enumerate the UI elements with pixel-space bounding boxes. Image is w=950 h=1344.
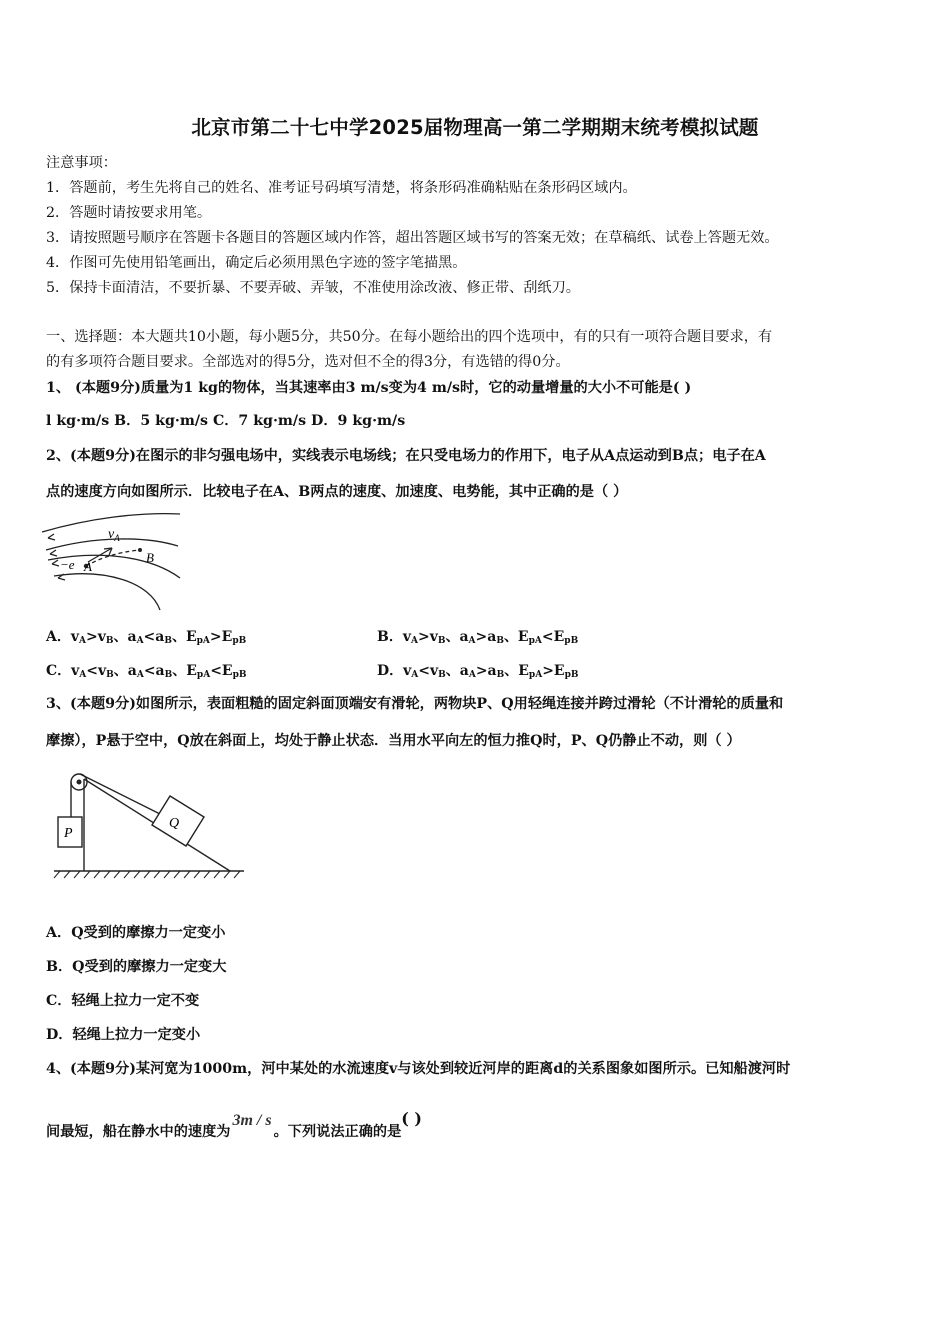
q2-option-a: A．$v_A>v_B$、$a_A<a_B$、$E_{pA}>E_{pB}$ bbox=[46, 629, 247, 646]
notice-heading: 注意事项： bbox=[46, 155, 117, 171]
q3-option-c: C．轻绳上拉力一定不变 bbox=[46, 993, 200, 1009]
answer-paren: ( ) bbox=[401, 1109, 422, 1128]
q2-option-c: C．$v_A<v_B$、$a_A<a_B$、$E_{pA}<E_{pB}$ bbox=[46, 663, 247, 680]
notice-item: 4．作图可先使用铅笔画出，确定后必须用黑色字迹的签字笔描黑。 bbox=[46, 255, 467, 271]
q2-option-d: D．$v_A<v_B$、$a_A>a_B$、$E_{pA}>E_{pB}$ bbox=[377, 663, 579, 680]
label-point-b: B bbox=[146, 550, 154, 565]
q3-stem-line1: 3、(本题9分)如图所示，表面粗糙的固定斜面顶端安有滑轮，两物块P、Q用轻绳连接并跨过滑轮（不计滑轮的质量和 bbox=[46, 696, 784, 712]
q3-option-b: B．Q受到的摩擦力一定变大 bbox=[46, 959, 227, 975]
q3-option-a: A．Q受到的摩擦力一定变小 bbox=[46, 925, 226, 941]
q2-stem-line1: 2、(本题9分)在图示的非匀强电场中，实线表示电场线；在只受电场力的作用下，电子从A点运动到B点；电子在A bbox=[46, 448, 766, 464]
label-q: Q bbox=[169, 816, 180, 831]
label-vA: $v_A$ bbox=[108, 527, 120, 543]
label-point-a: A bbox=[84, 559, 92, 574]
notice-item: 5．保持卡面清洁，不要折暴、不要弄破、弄皱，不准使用涂改液、修正带、刮纸刀。 bbox=[46, 280, 580, 296]
q1-options: l kg·m/s B．5 kg·m/s C．7 kg·m/s D．9 kg·m/s bbox=[46, 413, 406, 429]
q3-stem-line2: 摩擦），P悬于空中，Q放在斜面上，均处于静止状态．当用水平向左的恒力推Q时，P、Q仍静止不动，则（ ） bbox=[46, 733, 741, 749]
section-intro-line1: 一、选择题：本大题共10小题，每小题5分，共50分。在每小题给出的四个选项中，有的只有一项符合题目要求，有 bbox=[46, 329, 773, 345]
notice-item: 2．答题时请按要求用笔。 bbox=[46, 205, 212, 221]
notice-item: 1．答题前，考生先将自己的姓名、准考证号码填写清楚，将条形码准确粘贴在条形码区域内。 bbox=[46, 180, 637, 196]
notice-item: 3．请按照题号顺序在答题卡各题目的答题区域内作答，超出答题区域书写的答案无效；在草稿纸、试卷上答题无效。 bbox=[46, 230, 779, 246]
page-title: 北京市第二十七中学2025届物理高一第二学期期末统考模拟试题 bbox=[191, 116, 759, 139]
q3-option-d: D．轻绳上拉力一定变小 bbox=[46, 1027, 201, 1043]
label-p: P bbox=[64, 826, 73, 841]
q2-option-b: B．$v_A>v_B$、$a_A>a_B$、$E_{pA}<E_{pB}$ bbox=[377, 629, 579, 646]
incline-pulley-figure bbox=[48, 765, 253, 887]
q4-stem-line1: 4、(本题9分)某河宽为1000m，河中某处的水流速度v与该处到较近河岸的距离d的关系图象如图所示。已知船渡河时 bbox=[46, 1061, 791, 1077]
q2-stem-line2: 点的速度方向如图所示．比较电子在A、B两点的速度、加速度、电势能，其中正确的是（ ） bbox=[46, 484, 628, 500]
label-electron: −e bbox=[60, 557, 75, 572]
section-intro-line2: 的有多项符合题目要求。全部选对的得5分，选对但不全的得3分，有选错的得0分。 bbox=[46, 354, 570, 370]
q1-stem: 1、 (本题9分)质量为1 kg的物体，当其速率由3 m/s变为4 m/s时，它的动量增量的大小不可能是( ) bbox=[46, 380, 692, 396]
electric-field-figure bbox=[40, 510, 190, 615]
boat-speed: 3m / s bbox=[232, 1112, 272, 1129]
q4-stem-line2: 间最短，船在静水中的速度为3m / s。下列说法正确的是( ) bbox=[46, 1109, 422, 1140]
